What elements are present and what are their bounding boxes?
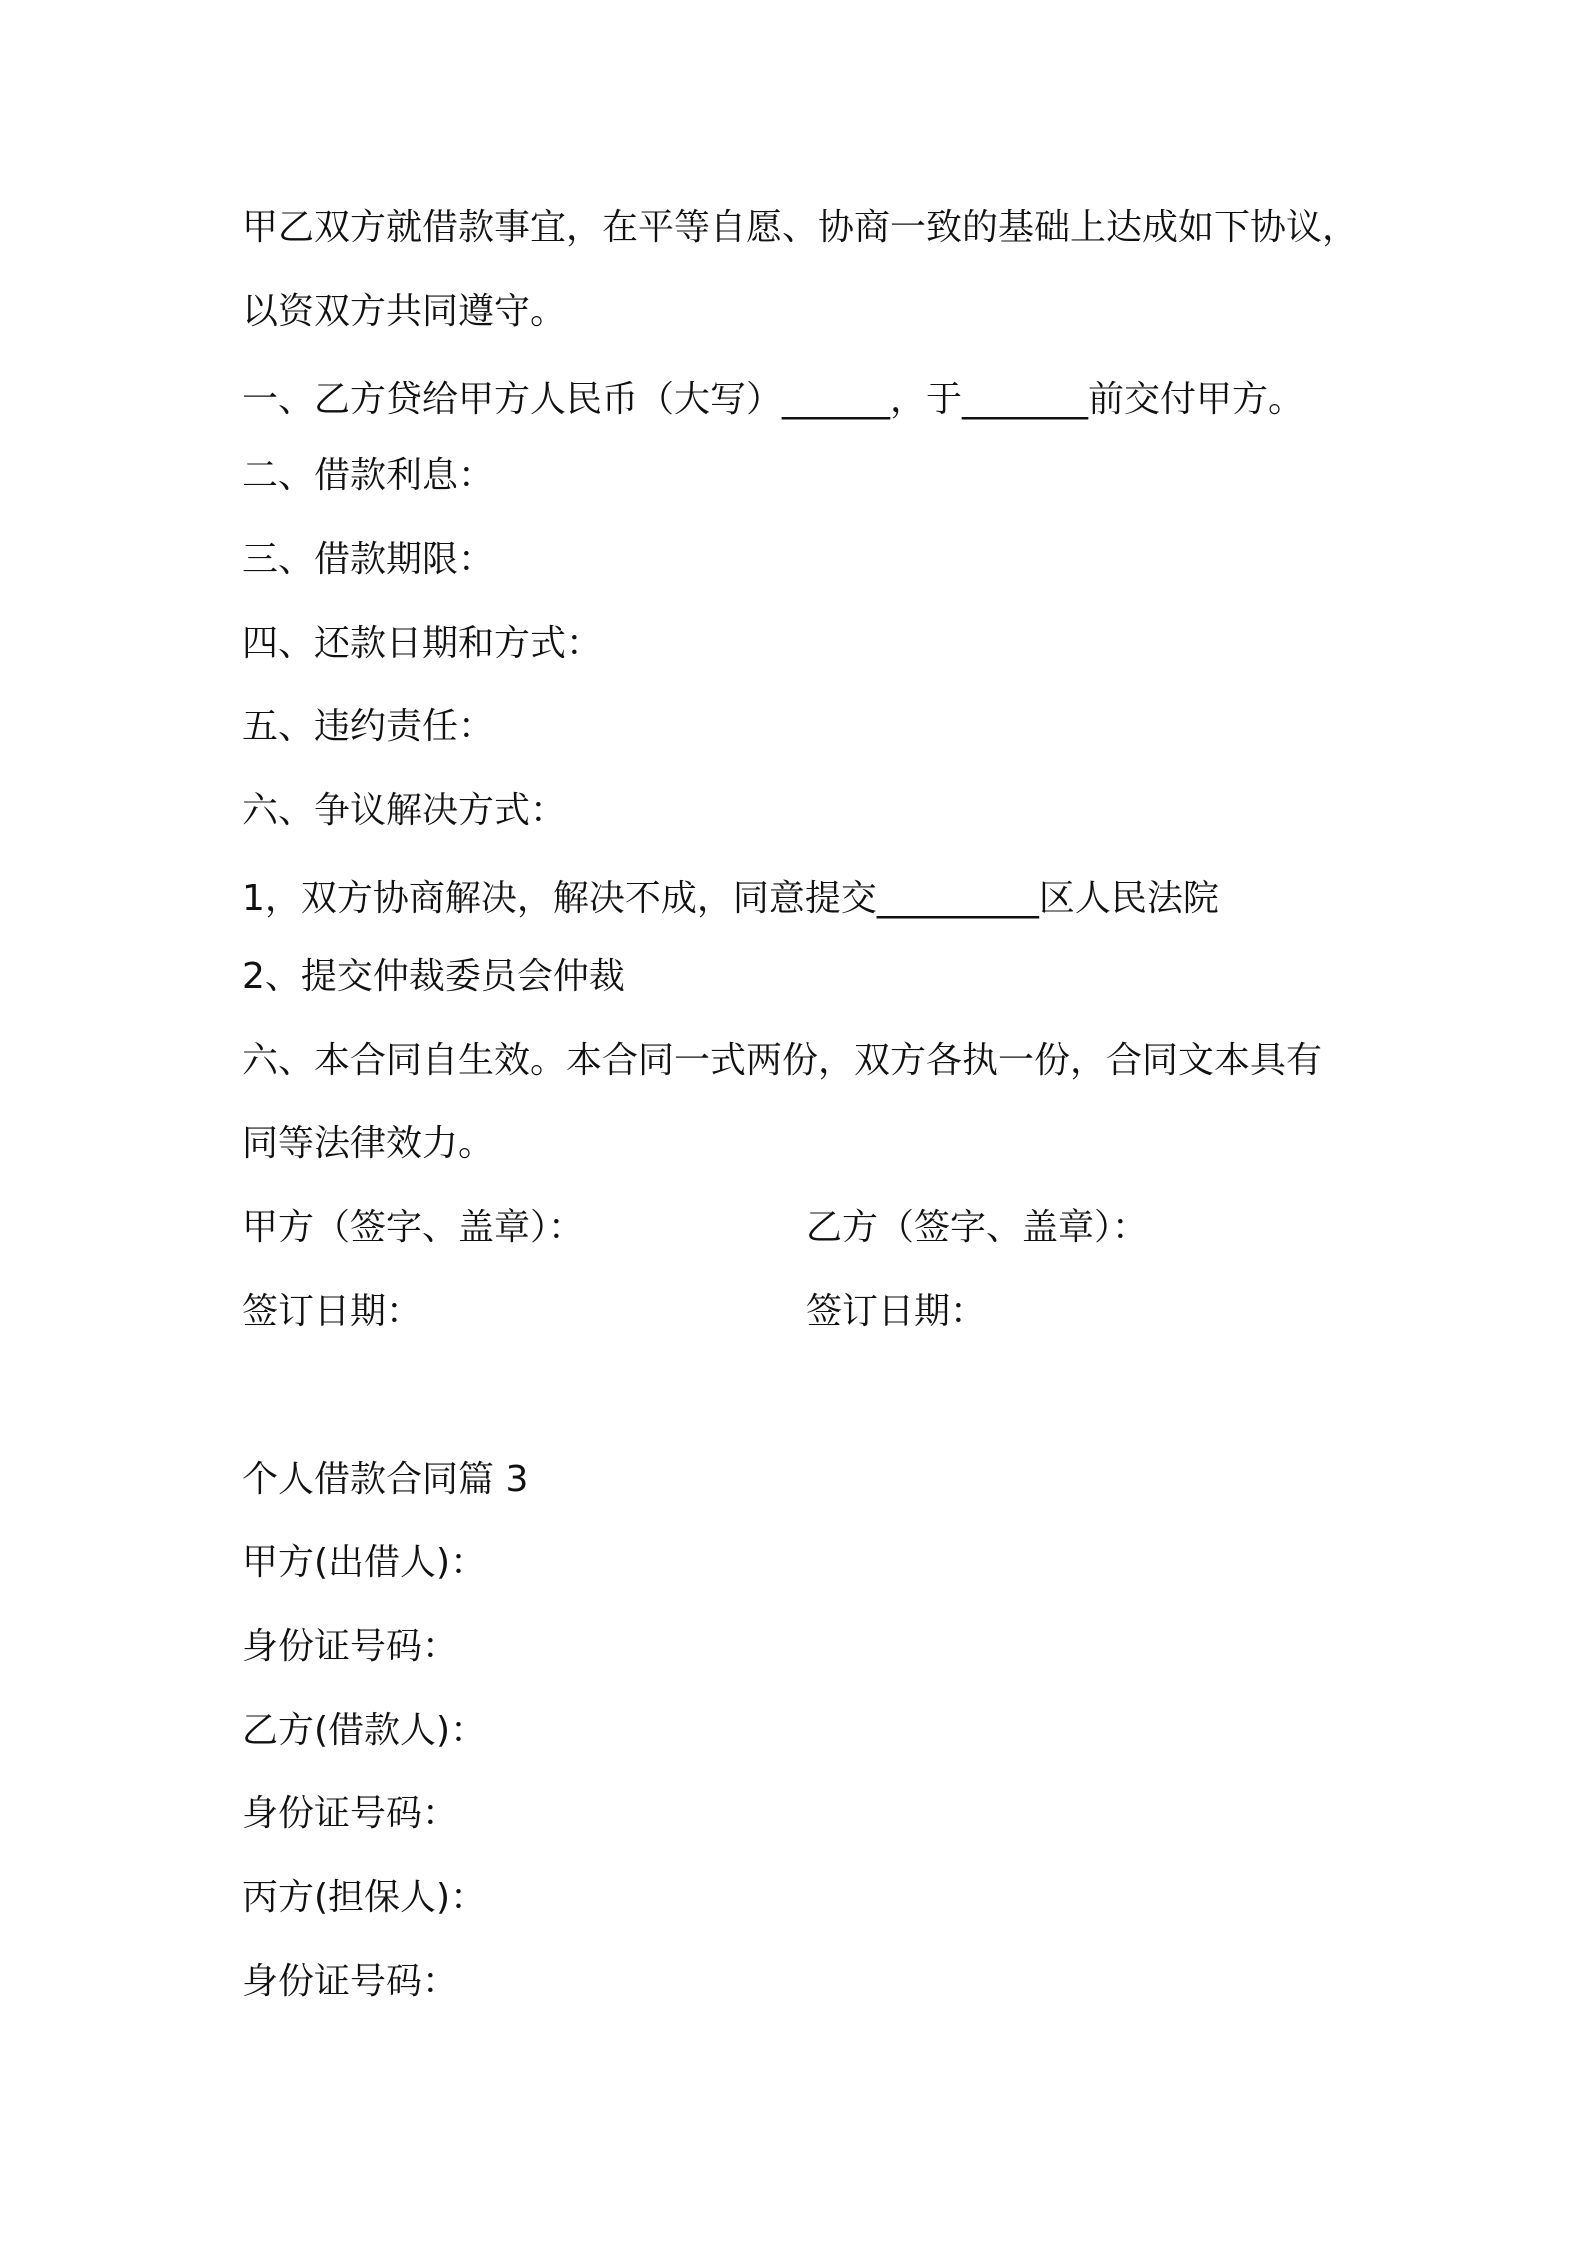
lender-label: 甲方(出借人)： [242,1542,487,1583]
clause-6-item-2: 2、提交仲裁委员会仲裁 [242,956,625,997]
borrower-id-label: 身份证号码： [242,1793,459,1834]
clause-2: 二、借款利息： [242,455,495,496]
clause-3: 三、借款期限： [242,539,495,580]
clause-7-line-2: 同等法律效力。 [242,1123,495,1164]
intro-line-2: 以资双方共同遵守。 [242,291,567,332]
borrower-label: 乙方(借款人)： [242,1710,487,1751]
party-b-date: 签订日期： [806,1291,987,1332]
guarantor-label: 丙方(担保人)： [242,1877,487,1918]
lender-id-label: 身份证号码： [242,1626,459,1667]
party-a-signature: 甲方（签字、盖章）： [242,1207,585,1248]
clause-5: 五、违约责任： [242,706,495,747]
guarantor-id-label: 身份证号码： [242,1961,459,2002]
clause-4: 四、还款日期和方式： [242,623,603,664]
clause-6: 六、争议解决方式： [242,790,567,831]
section-title: 个人借款合同篇 3 [242,1459,529,1500]
intro-line-1: 甲乙双方就借款事宜，在平等自愿、协商一致的基础上达成如下协议， [242,207,1359,248]
clause-6-item-1: 1，双方协商解决，解决不成，同意提交_________区人民法院 [242,878,1219,919]
party-a-date: 签订日期： [242,1291,423,1332]
party-b-signature: 乙方（签字、盖章）： [806,1207,1149,1248]
clause-7-line-1: 六、本合同自生效。本合同一式两份，双方各执一份，合同文本具有 [242,1040,1323,1081]
clause-1: 一、乙方贷给甲方人民币（大写）______，于_______前交付甲方。 [242,379,1305,420]
